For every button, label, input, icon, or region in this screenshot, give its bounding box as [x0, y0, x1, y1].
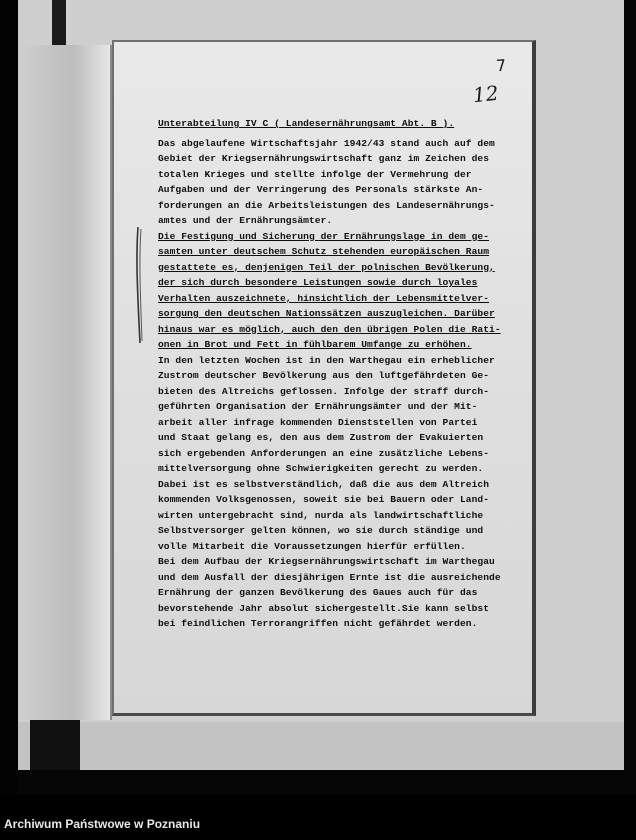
text-line: kommenden Volksgenossen, soweit sie bei Bauern oder Land- — [158, 494, 490, 505]
text-line: samten unter deutschem Schutz stehenden europäischen Raum — [158, 246, 490, 257]
lower-sheet-edge — [18, 722, 624, 770]
archive-name: Archiwum Państwowe w Poznaniu — [4, 817, 201, 831]
text-line: volle Mitarbeit die Voraussetzungen hierfür erfüllen. — [158, 540, 466, 552]
text-line: onen in Brot und Fett in fühlbarem Umfange zu erhöhen. — [158, 339, 472, 350]
text-line: Dabei ist es selbstverständlich, daß die aus dem Altreich — [158, 478, 490, 490]
binding-gap — [52, 0, 66, 45]
text-line: Aufgaben und der Verringerung des Personals stärkste An- — [158, 184, 484, 195]
paragraph — [158, 136, 530, 229]
text-line: mittelversorgung ohne Schwierigkeiten gerecht zu werden. — [158, 463, 484, 474]
paragraph — [158, 353, 530, 555]
text-line: und dem Ausfall der diesjährigen Ernte ist die ausreichende — [158, 571, 501, 583]
section-heading: Unterabteilung IV C ( Landesernährungsamt Abt. B ). — [158, 118, 455, 129]
page-mark: 7 — [495, 55, 507, 76]
text-line: hinaus war es möglich, auch den den übrigen Polen die Rati- — [158, 323, 501, 335]
scan-edge-left — [0, 0, 18, 795]
text-line: In den letzten Wochen ist in den Warthegau ein erheblicher — [158, 354, 495, 366]
text-line: amtes und der Ernährungsämter. — [158, 215, 333, 226]
text-line: forderungen an die Arbeitsleistungen des Landesernährungs- — [158, 199, 495, 211]
text-line: geführten Organisation der Ernährungsämter und der Mit- — [158, 401, 478, 412]
binding-shadow — [30, 720, 80, 770]
typewritten-text — [158, 116, 530, 632]
text-line: arbeit aller infrage kommenden Dienststellen von Partei — [158, 416, 478, 428]
text-line: Selbstversorger gelten können, wo sie durch ständige und — [158, 525, 484, 536]
text-line: der sich durch besondere Leistungen sowie durch loyales — [158, 277, 478, 288]
text-line: bevorstehende Jahr absolut sichergestellt.Sie kann selbst — [158, 602, 490, 614]
text-line: sorgung den deutschen Nationssätzen auszugleichen. Darüber — [158, 308, 495, 319]
margin-pencil-mark — [134, 225, 144, 345]
text-line: gestattete es, denjenigen Teil der polnischen Bevölkerung, — [158, 261, 495, 273]
archive-footer — [0, 795, 636, 840]
text-line: wirten untergebracht sind, nurda als landwirtschaftliche — [158, 509, 484, 521]
paragraph — [158, 554, 530, 632]
text-line: totalen Krieges und stellte infolge der Vermehrung der — [158, 168, 472, 180]
text-line: bieten des Altreichs geflossen. Infolge der straff durch- — [158, 385, 490, 397]
folded-page-edge — [18, 45, 112, 720]
text-line: Bei dem Aufbau der Kriegsernährungswirtschaft im Warthegau — [158, 556, 495, 567]
document-page — [112, 40, 536, 716]
paragraph — [158, 229, 530, 353]
text-line: Verhalten auszeichnete, hinsichtlich der Lebensmittelver- — [158, 292, 490, 304]
text-line: Das abgelaufene Wirtschaftsjahr 1942/43 stand auch auf dem — [158, 137, 495, 149]
text-line: Gebiet der Kriegsernährungswirtschaft ganz im Zeichen des — [158, 153, 490, 164]
text-line: Zustrom deutscher Bevölkerung aus den luftgefährdeten Ge- — [158, 370, 490, 381]
text-line: sich ergebenden Anforderungen an eine zusätzliche Lebens- — [158, 447, 490, 459]
page-number: 12 — [471, 80, 500, 108]
text-line: Ernährung der ganzen Bevölkerung des Gaues auch für das — [158, 587, 478, 598]
text-line: bei feindlichen Terrorangriffen nicht gefährdet werden. — [158, 618, 478, 629]
text-line: Die Festigung und Sicherung der Ernährungslage in dem ge- — [158, 230, 490, 242]
text-line: und Staat gelang es, den aus dem Zustrom der Evakuierten — [158, 432, 484, 443]
